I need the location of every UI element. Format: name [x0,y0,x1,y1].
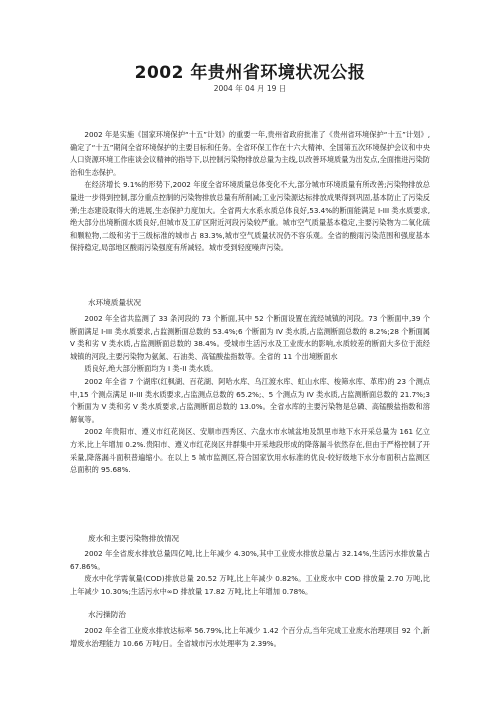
intro-paragraph-1: 2002 年是实施《国家环境保护“十五”计划》的重要一年,贵州省政府批准了《贵州省环境保护“十五”计划》,确定了“十五”期间全省环境保护的主要目标和任务。全省环保工作在十六大精神、全国第五次环境保护会议和中央人口资源环境工作座谈会议精神的指导下,以控制污染物排放总量为主线,以改善环境质量为出发点,全面推进污染防治和生态保护。 [70,130,430,177]
water-quality-heading: 水环境质量状况 [88,298,142,307]
water-quality-paragraph-4: 2002 年贵阳市、遵义市红花岗区、安顺市西秀区、六盘水市水城盆地及凯里市地下水开采总量为 161 亿立方米,比上年增加 0.2%.贵阳市、遵义市红花岗区井群集中开采地段形成的降落漏斗依然存在,但由于严格控制了开采量,降落漏斗面积普遍缩小。在以上 5 城市监测区,符合国家饮用水标准的优良-较好级地下水分布面积占监测区总面积的 95.68%. [70,427,430,475]
document-title: 2002 年贵州省环境状况公报 [134,63,366,83]
water-pollution-control-section [70,625,430,650]
intro-section [70,129,430,255]
document-date: 2004 年 04 月 19 日 [213,84,287,93]
water-pollution-control-paragraph-1: 2002 年全省工业废水排放达标率 56.79%,比上年减少 1.42 个百分点,当年完成工业废水治理项目 92 个,新增废水治理能力 10.66 万吨/日。全省城市污水处理率为 2.39%。 [70,626,430,648]
intro-paragraph-2: 在经济增长 9.1%的形势下,2002 年度全省环境质量总体变化不大,部分城市环境质量有所改善;污染物排放总量进一步得到控制,部分重点控制的污染物排放总量有所削减;工业污染源达标排放成果得到巩固,基本防止了污染反弹;生态建设取得大的进展,生态保护力度加大。全省两大水系水质总体良好,53.4%的断面能满足 I-III 类水质要求,绝大部分出境断面水质良好,但城市及工矿区附近河段污染较严重。城市空气质量基本稳定,主要污染物为二氧化硫和颗粒物,二级和劣于三级标准的城市占 83.3%,城市空气质量状况仍不容乐观。全省的酸雨污染范围和强度基本保持稳定,局部地区酸雨污染强度有所减轻。城市受到轻度噪声污染。 [70,180,430,253]
water-quality-section [70,313,430,477]
water-pollution-control-heading: 水污操防治 [88,610,126,619]
wastewater-paragraph-2: 废水中化学需氧量(COD)排放总量 20.52 万吨,比上年减少 0.82%。工业废水中 COD 排放量 2.70 万吨,比上年减少 10.30%;生活污水中∞D 排放量 17.82 万吨,比上年增加 0.78%。 [70,574,430,596]
wastewater-section [70,548,430,598]
water-quality-paragraph-3: 2002 年全省 7 个湖库(红枫湖、百花湖、阿哈水库、乌江渡水库、虹山水库、梭筛水库、革库)的 23 个测点中,15 个测点满足 II-III 类水质要求,占监测点总数的 65.2%;、5 个测点为 IV 类水质,占监测断面总数的 21.7%;3 个断面为 V 类和劣 V 类水质要求,占监测断面总数的 13.0%。全省水库的主要污染物是总磷、高锰酸盐指数和溶解氧等。 [70,376,430,424]
wastewater-heading: 废水和主要污染物排放情况 [88,534,180,543]
water-quality-paragraph-2: 质良好,绝大部分断面均为 I 类-II 类水质。 [84,364,218,374]
wastewater-paragraph-1: 2002 年全省废水排放总量四亿吨,比上年减少 4.30%,其中工业废水排放总量占 32.14%,生活污水排放量占 67.86%。 [70,549,430,571]
water-quality-paragraph-1: 2002 年全省共监测了 33 条河段的 73 个断面,其中 52 个断面设置在流经城镇的河段。73 个断面中,39 个断面满足 I-III 类水质要求,占监测断面总数的 53.4%;6 个断面为 IV 类水质,占监测断面总数的 8.2%;28 个断面属 V 类和劣 V 类水质,占监测断面总数的 38.4%。受城市生活污水及工业废水的影响,水质较差的断面大多位于流经城镇的河段,主要污染物为氨氮、石油类、高锰酸盐指数等。全省的 11 个出境断面水 [70,314,430,361]
